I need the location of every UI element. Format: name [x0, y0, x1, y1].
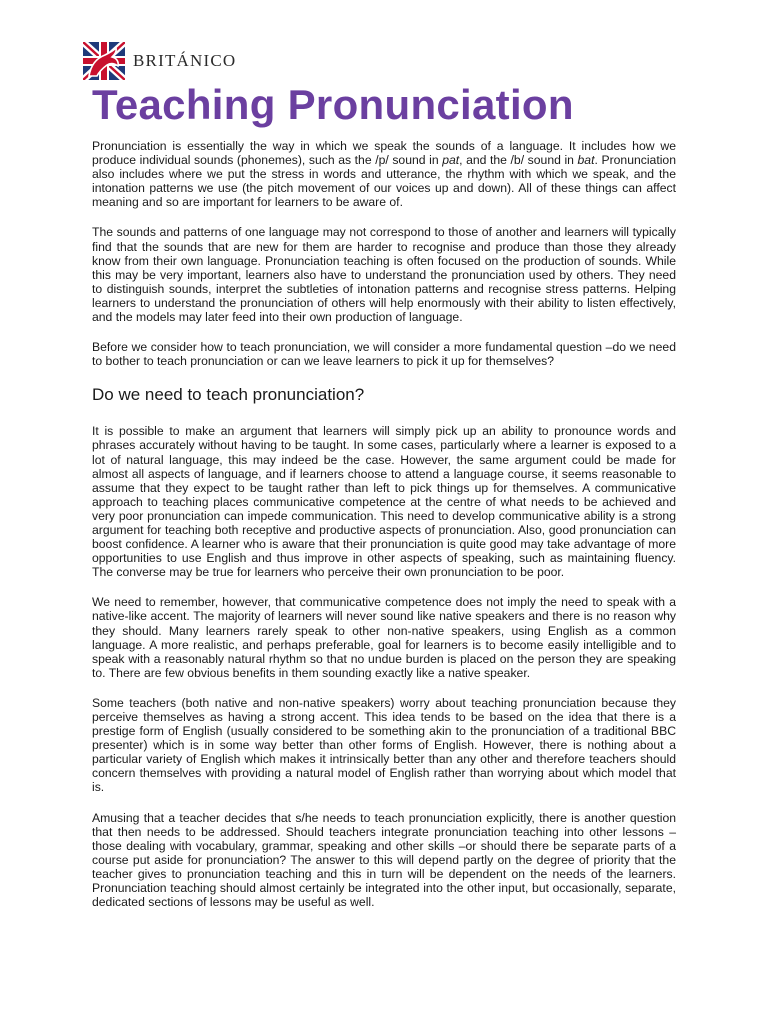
- page-title: Teaching Pronunciation: [92, 81, 574, 128]
- intro-paragraph: Before we consider how to teach pronunciation, we will consider a more fundamental question –do we need to bother to teach pronunciation or can we leave learners to pick it up for themselves?: [92, 340, 676, 369]
- section-heading: Do we need to teach pronunciation?: [92, 385, 365, 405]
- intro-paragraph: The sounds and patterns of one language may not correspond to those of another and learners will typically find that the sounds that are new for them are harder to recognise and produce than those they already know from their own language. Pronunciation teaching is often focused on the production of sounds. While this may be very important, learners also have to understand the pronunciation used by others. They need to distinguish sounds, interpret the subtleties of intonation patterns and recognise stress patterns. Helping learners to understand the pronunciation of others will help enormously with their ability to listen effectively, and the models may later feed into their own production of language.: [92, 225, 676, 325]
- section-paragraph: Some teachers (both native and non-native speakers) worry about teaching pronunciation because they perceive themselves as having a strong accent. This idea tends to be based on the idea that there is a prestige form of English (usually considered to be something akin to the pronunciation of a traditional BBC presenter) which is in some way better than other forms of English. However, there is nothing about a particular variety of English which makes it intrinsically better than any other and therefore teachers should concern themselves with providing a natural model of English rather than worrying about which model that is.: [92, 695, 676, 795]
- britanico-lion-flag-icon: [83, 42, 125, 80]
- brand-name: BRITÁNICO: [133, 51, 237, 70]
- intro-paragraph: Pronunciation is essentially the way in which we speak the sounds of a language. It includes how we produce individual sounds (phonemes), such as the /p/ sound in pat, and the /b/ sound in bat. Pronunciation also includes where we put the stress in words and utterance, the rhythm with which we speak, and the intonation patterns we use (the pitch movement of our voices up and down). All of these things can affect meaning and so are important for learners to be aware of.: [92, 139, 676, 210]
- section-paragraph: It is possible to make an argument that learners will simply pick up an ability to pronounce words and phrases accurately without having to be taught. In some cases, particularly where a learner is exposed to a lot of natural language, this may indeed be the case. However, the same argument could be made for almost all aspects of language, and if learners choose to attend a language course, it seems reasonable to assume that they expect to be taught rather than left to pick things up for themselves. A communicative approach to teaching places communicative competence at the centre of what needs to be achieved and very poor pronunciation can impede communication. This need to develop communicative ability is a strong argument for teaching both receptive and productive aspects of pronunciation. Also, good pronunciation can boost confidence. A learner who is aware that their pronunciation is quite good may take advantage of more opportunities to use English and thus improve in other aspects of speaking, such as maintaining fluency. The converse may be true for learners who perceive their own pronunciation to be poor.: [92, 424, 676, 580]
- section-paragraph: We need to remember, however, that communicative competence does not imply the need to speak with a native-like accent. The majority of learners will never sound like native speakers and there is no reason why they should. Many learners rarely speak to other non-native speakers, using English as a common language. A more realistic, and perhaps preferable, goal for learners is to become easily intelligible and to speak with a reasonably natural rhythm so that no undue burden is placed on the person they are speaking to. There are few obvious benefits in them sounding exactly like a native speaker.: [92, 595, 676, 680]
- brand-logo: [83, 42, 236, 80]
- section-paragraph: Amusing that a teacher decides that s/he needs to teach pronunciation explicitly, there is another question that then needs to be addressed. Should teachers integrate pronunciation teaching into other lessons –those dealing with vocabulary, grammar, speaking and other skills –or should there be separate parts of a course put aside for pronunciation? The answer to this will depend partly on the degree of priority that the teacher gives to pronunciation teaching and this in turn will be dependent on the needs of the learners. Pronunciation teaching should almost certainly be integrated into the other input, but occasionally, separate, dedicated sections of lessons may be useful as well.: [92, 810, 676, 910]
- document-body: [92, 82, 676, 925]
